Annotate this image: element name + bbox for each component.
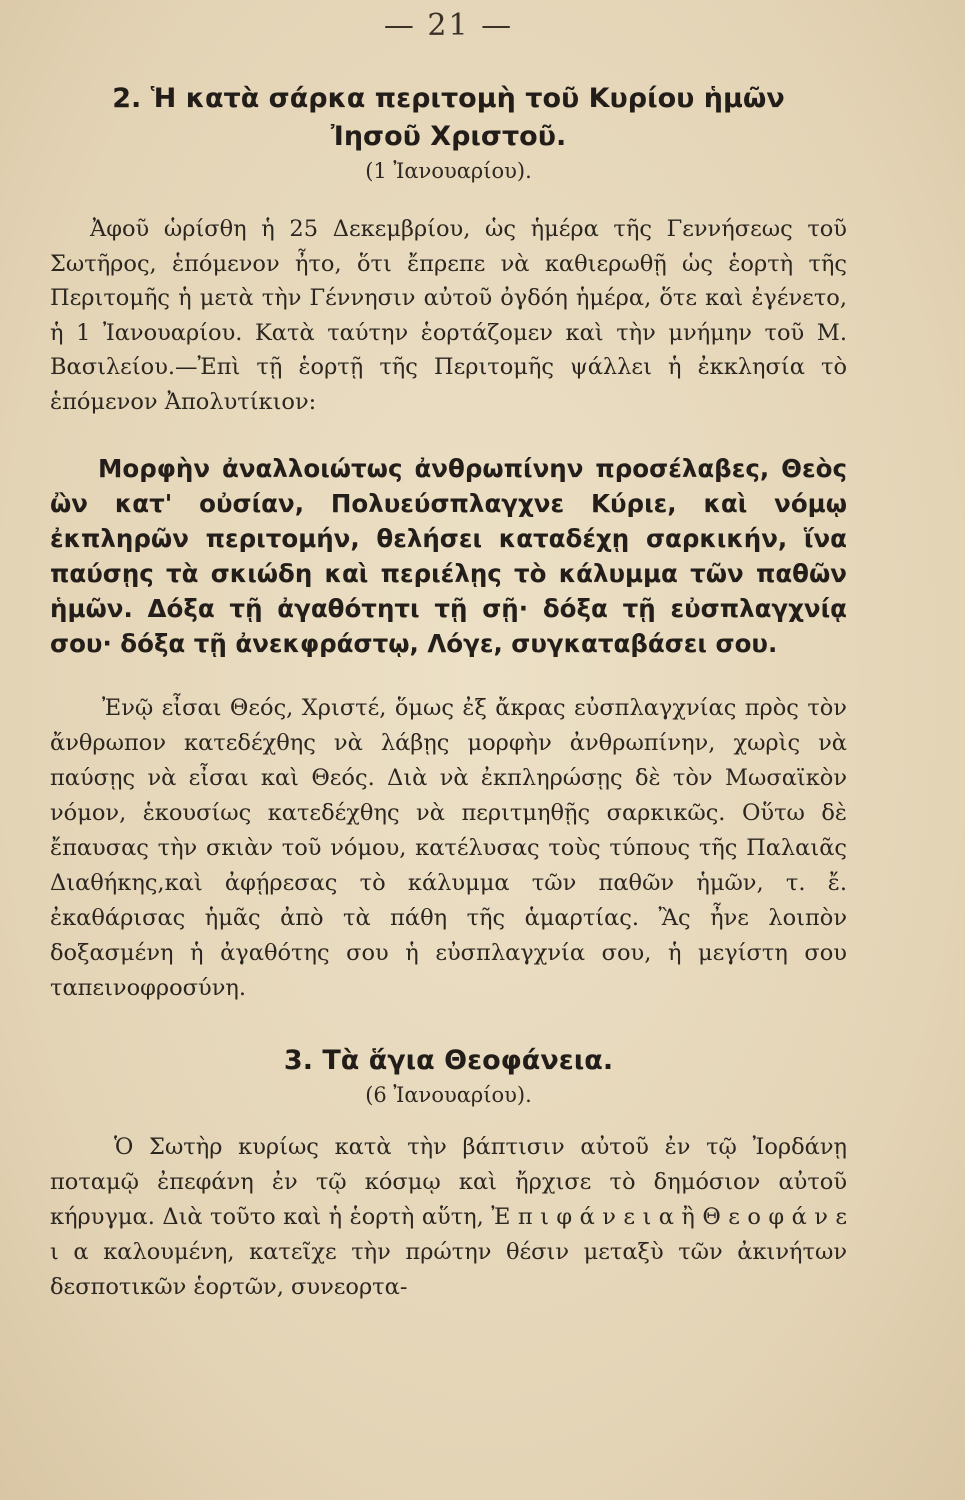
page-number: — 21 —	[383, 8, 514, 43]
hymn-explanation-paragraph: Ἐνῷ εἶσαι Θεός, Χριστέ, ὅμως ἐξ ἄκρας εὐσπλαγχνίας πρὸς τὸν ἄνθρωπον κατεδέχθης νὰ λάβῃς μορφὴν ἀνθρωπίνην, χωρὶς νὰ παύσῃς νὰ εἶσαι καὶ Θεός. Διὰ νὰ ἐκπληρώσῃς δὲ τὸν Μωσαϊκὸν νόμον, ἑκουσίως κατεδέχθης νὰ περιτμηθῇς σαρκικῶς. Οὕτω δὲ ἔπαυσας τὴν σκιὰν τοῦ νόμου, κατέλυσας τοὺς τύπους τῆς Παλαιᾶς Διαθήκης,καὶ ἀφῄρεσας τὸ κάλυμμα τῶν παθῶν ἡμῶν, τ. ἔ. ἐκαθάρισας ἡμᾶς ἀπὸ τὰ πάθη τῆς ἁμαρτίας. Ἂς ἦνε λοιπὸν δοξασμένη ἡ ἀγαθότης σου ἡ εὐσπλαγχνία σου, ἡ μεγίστη σου ταπεινοφροσύνη.	[50, 695, 847, 1001]
section-2-intro-paragraph: Ἀφοῦ ὡρίσθη ἡ 25 Δεκεμβρίου, ὡς ἡμέρα τῆς Γεννήσεως τοῦ Σωτῆρος, ἑπόμενον ἦτο, ὅτι ἔπρεπε νὰ καθιερωθῇ ὡς ἑορτὴ τῆς Περιτομῆς ἡ μετὰ τὴν Γέννησιν αὐτοῦ ὀγδόη ἡμέρα, ὅτε καὶ ἐγένετο, ἡ 1 Ἰανουαρίου. Κατὰ ταύτην ἑορτάζομεν καὶ τὴν μνήμην τοῦ Μ. Βασιλείου.—Ἐπὶ τῇ ἑορτῇ τῆς Περιτομῆς ψάλλει ἡ ἐκκλησία τὸ ἑπόμενον Ἀπολυτίκιον:	[50, 216, 847, 415]
section-2-title-line-1: 2. Ἡ κατὰ σάρκα περιτομὴ τοῦ Κυρίου ἡμῶν	[112, 83, 785, 114]
apolytikion-hymn: Μορφὴν ἀναλλοιώτως ἀνθρωπίνην προσέλαβες, Θεὸς ὢν κατ' οὐσίαν, Πολυεύσπλαγχνε Κύριε, καὶ νόμῳ ἐκπληρῶν περιτομήν, θελήσει καταδέχῃ σαρκικήν, ἵνα παύσῃς τὰ σκιώδη καὶ περιέλῃς τὸ κάλυμμα τῶν παθῶν ἡμῶν. Δόξα τῇ ἀγαθότητι τῇ σῇ· δόξα τῇ εὐσπλαγχνίᾳ σου· δόξα τῇ ἀνεκφράστῳ, Λόγε, συγκαταβάσει σου.	[50, 454, 847, 658]
section-2-title-line-2: Ἰησοῦ Χριστοῦ.	[330, 121, 567, 152]
section-2	[50, 48, 847, 1006]
section-3-paragraph: Ὁ Σωτὴρ κυρίως κατὰ τὴν βάπτισιν αὐτοῦ ἐν τῷ Ἰορδάνῃ ποταμῷ ἐπεφάνη ἐν τῷ κόσμῳ καὶ ἤρχισε τὸ δημόσιον αὐτοῦ κήρυγμα. Διὰ τοῦτο καὶ ἡ ἑορτὴ αὕτη, Ἐ π ι φ ά ν ε ι α ἢ Θ ε ο φ ά ν ε ι α καλουμένη, κατεῖχε τὴν πρώτην θέσιν μεταξὺ τῶν ἀκινήτων δεσποτικῶν ἑορτῶν, συνεορτα-	[50, 1134, 847, 1300]
section-3-date: (6 Ἰανουαρίου).	[365, 1083, 532, 1107]
section-3-title: 3. Τὰ ἅγια Θεοφάνεια.	[283, 1045, 614, 1076]
section-2-date: (1 Ἰανουαρίου).	[365, 159, 532, 183]
section-3	[50, 1042, 847, 1305]
